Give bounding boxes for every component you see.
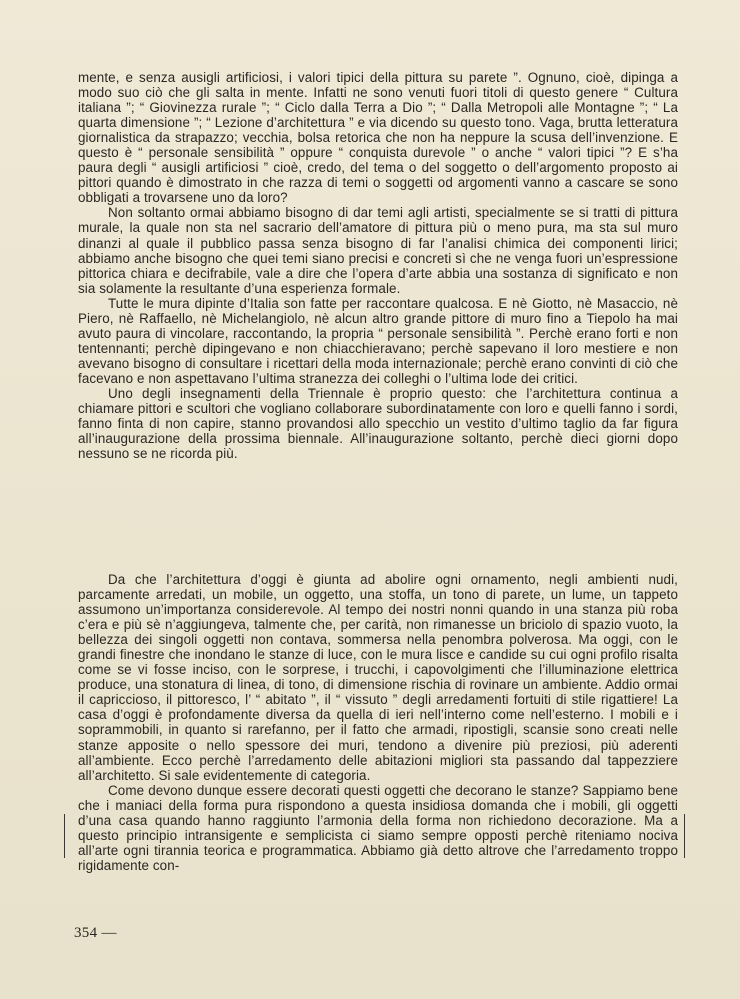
paragraph: Uno degli insegnamenti della Triennale è proprio questo: che l’architettura continua a chiamare pittori e scultori che vogliano collaborare subordinatamente con loro e quelli fanno i sordi, fanno finta di non capire, stanno provandosi allo specchio un vestito d’ultimo taglio da far figura all’inaugurazione della prossima biennale. All’inaugurazione soltanto, perchè dieci giorni dopo nessuno se ne ricorda più. (78, 385, 678, 462)
margin-mark-left (64, 814, 65, 858)
paragraph: Come devono dunque essere decorati questi oggetti che decorano le stanze? Sappiamo bene che i maniaci della forma pura rispondono a questa insidiosa domanda che i mobili, gli oggetti d’una casa quando hanno raggiunto l’armonia della forma non richiedono decorazione. Ma a questo principio intransigente e semplicista ci siamo sempre opposti perchè riteniamo nociva all’arte ogni tirannia teorica e programmatica. Abbiamo già detto altrove che l’arredamento troppo rigidamente con- (78, 782, 678, 873)
article-block-top (78, 70, 678, 461)
article-block-bottom (78, 572, 678, 873)
page-number: 354 — (74, 925, 117, 941)
paragraph: Non soltanto ormai abbiamo bisogno di dar temi agli artisti, specialmente se si tratti di pittura murale, la quale non sta nel sacrario dell’amatore di pittura più o meno pura, ma sta sul muro dinanzi al quale il pubblico passa senza bisogno di far l’analisi chimica dei componenti lirici; abbiamo anche bisogno che quei temi siano precisi e concreti sì che ne venga fuori un’espressione pittorica chiara e decifrabile, vale a dire che l’opera d’arte abbia una sostanza di significato e non sia solamente la resultante d’una esperienza formale. (78, 205, 678, 296)
paragraph: mente, e senza ausigli artificiosi, i valori tipici della pittura su parete ”. Ognuno, cioè, dipinga a modo suo ciò che gli salta in mente. Infatti ne sono venuti fuori titoli di questo genere “ Cultura italiana ”; “ Giovinezza rurale ”; “ Ciclo dalla Terra a Dio ”; “ Dalla Metropoli alle Montagne ”; “ La quarta dimensione ”; “ Lezione d’architettura ” e via dicendo su questo tono. Vaga, brutta letteratura giornalistica da strapazzo; vecchia, bolsa retorica che non ha neppure la scusa dell’invenzione. E questo è “ personale sensibilità ” oppure “ conquista durevole ” o anche “ valori tipici ”? E s’ha paura degli “ ausigli artificiosi ” cioè, credo, del tema o del soggetto o dell’argomento proposto ai pittori quando è dimostrato in che razza di temi o soggetti od argomenti vanno a cascare se sono obbligati a trovarsene uno da loro? (78, 70, 678, 206)
margin-mark-right (684, 814, 685, 858)
paragraph: Da che l’architettura d’oggi è giunta ad abolire ogni ornamento, negli ambienti nudi, parcamente arredati, un mobile, un oggetto, una stoffa, un tono di parete, un lume, un tappeto assumono un’importanza considerevole. Al tempo dei nostri nonni quando in una stanza più roba c’era e più sè n’aggiungeva, talmente che, per carità, non rimanesse un briciolo di spazio vuoto, la bellezza dei singoli oggetti non contava, sommersa nella penombra polverosa. Ma oggi, con le grandi finestre che inondano le stanze di luce, con le mura lisce e candide su cui ogni profilo risalta come se vi fosse inciso, con le sorprese, i trucchi, i capovolgimenti che l’illuminazione elettrica produce, una stonatura di linea, di tono, di dimensione rischia di rovinare un ambiente. Addio ormai il capriccioso, il pittoresco, l’ “ abitato ”, il “ vissuto ” degli arredamenti fortuiti di stile rigattiere! La casa d’oggi è profondamente diversa da quella di ieri nell’interno come nell’esterno. I mobili e i soprammobili, in quanto si rarefanno, per il fatto che armadi, ripostigli, scansie sono creati nelle stanze apposite o nello spessore dei muri, tendono a divenire più preziosi, più aderenti all’ambiente. Ecco perchè l’arredamento delle abitazioni migliori sta passando dal tappezziere all’architetto. Si sale evidentemente di categoria. (78, 572, 678, 783)
paragraph: Tutte le mura dipinte d’Italia son fatte per raccontare qualcosa. E nè Giotto, nè Masaccio, nè Piero, nè Raffaello, nè Michelangiolo, nè alcun altro grande pittore di muro fino a Tiepolo ha mai avuto paura di vincolare, raccontando, la propria “ personale sensibilità ”. Perchè erano forti e non tentennanti; perchè dipingevano e non chiacchieravano; perchè sapevano il loro mestiere e non avevano bisogno di consultare i ricettari della moda internazionale; perchè erano convinti di ciò che facevano e non aspettavano l’ultima stranezza dei colleghi o l’ultima lode dei critici. (78, 295, 678, 386)
